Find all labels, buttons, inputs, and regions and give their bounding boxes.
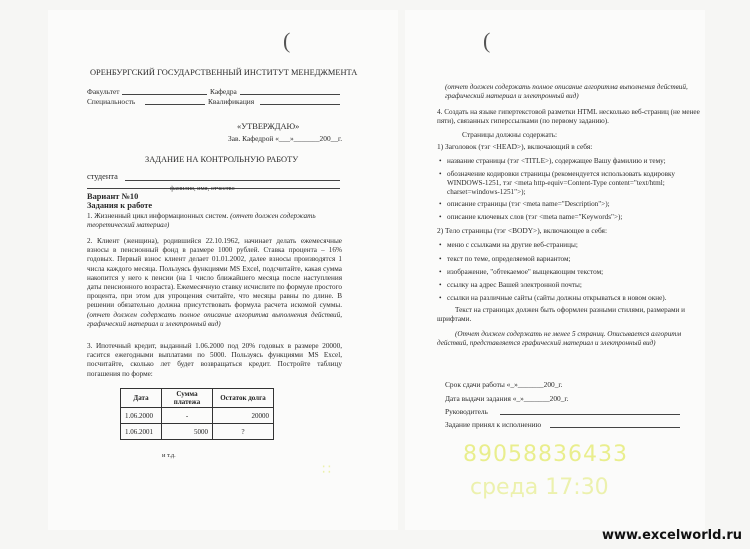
table-cell: 1.06.2001 [121,424,162,440]
loan-repayment-table [120,388,274,440]
specialty-label: Специальность [87,97,136,106]
text-style-note: Текст на страницах должен быть оформлен разными стилями, размерами и шрифтами. [437,306,685,324]
assignment-title: ЗАДАНИЕ НА КОНТРОЛЬНУЮ РАБОТУ [145,155,299,164]
department-label: Кафедра [210,87,237,96]
name-caption: фамилия, имя, отчество [170,185,235,192]
list-item: • меню с ссылками на другие веб-страницы; [447,241,702,250]
list-item: • ссылки на различные сайты (сайты должны открываться в новом окне). [447,294,702,303]
table-footer-etc: и т.д. [162,452,176,459]
pages-must-contain: Страницы должны содержать: [462,130,558,139]
faculty-line [122,94,207,95]
list-item: • обозначение кодировки страницы (рекомендуется использовать кодировку WINDOWS-1251, тэг <meta http-equiv=Content-Type content="text/html; charset=windows-1251">); [447,170,702,198]
approve-heading: «УТВЕРЖДАЮ» [237,122,300,131]
issue-date-line: Дата выдачи задания «_»_______200_г. [445,394,569,403]
student-line [125,180,340,181]
tasks-header: Задания к работе [87,201,153,210]
variant-number: Вариант №10 [87,192,139,201]
institute-title: ОРЕНБУРГСКИЙ ГОСУДАРСТВЕННЫЙ ИНСТИТУТ МЕНЕДЖМЕНТА [90,68,358,77]
handwritten-day-time: среда 17:30 [470,475,609,500]
department-line [240,94,340,95]
table-header-date: Дата [121,389,162,408]
task-2: 2. Клиент (женщина), родившийся 22.10.1962, начинает делать ежемесячные взносы в пенсионный фонд в размере 1000 рублей. Ставка процента – 16% годовых. Первый взнос клиент делает 01.01.2002, далее взносы производятся 1 числа каждого месяца. Пользуясь функциями MS Excel, подсчитайте, какая сумма накопится у него к пенсии (на 1 число ближайшего месяца после наступления даты пенсионного возраста). Ежемесячную ставку исчислите по формуле простого процента, при этом для упрощения считайте, что месяцы равны по длине. В решении обязательно должна присутствовать формула расчета искомой суммы. (отчет должен содержать полное описание алгоритма выполнения действий, графический материал и электронный вид) [87,237,342,328]
list-item: • изображение, "обтекаемое" выщекающим текстом; [447,268,702,277]
handwritten-mark: ∷ [322,462,331,478]
list-item: • ссылку на адрес Вашей электронной почты; [447,281,702,290]
task-1: 1. Жизненный цикл информационных систем. (отчет должен содержать теоретический материал) [87,212,316,230]
task-4: 4. Создать на языке гипертекстовой разметки HTML несколько веб-страниц (не менее пяти), связанных гиперссылками (по первому заданию). [437,108,700,126]
table-cell: 20000 [213,408,274,424]
right-top-note: (отчет должен содержать полное описание алгоритма выполнения действий, графический материал и электронный вид) [445,83,688,101]
body-section-item: 2) Тело страницы (тэг <BODY>), включающее в себя: [437,226,608,235]
qualification-label: Квалификация [208,97,255,106]
accepted-line [550,427,680,428]
faculty-label: Факультет [87,87,120,96]
supervisor-line [500,414,680,415]
specialty-line [145,104,205,105]
handwritten-phone-number: 89058836433 [463,442,628,467]
binding-hole-mark: ( [483,28,491,53]
head-signature-line: Зав. Кафедрой «___»_______200__г. [228,134,343,143]
table-header-row [121,389,274,408]
table-row [121,408,274,424]
head-section-item: 1) Заголовок (тэг <HEAD>), включающий в себя: [437,142,593,151]
report-note: (Отчет должен содержать не менее 5 страниц. Описывается алгоритм действий, представляется графический материал и электронный вид) [437,330,682,348]
list-item: • описание страницы (тэг <meta name="Description">); [447,200,702,209]
supervisor-label: Руководитель [445,407,488,416]
list-item: • текст по теме, определяемой вариантом; [447,255,702,264]
table-row [121,424,274,440]
table-cell: 5000 [162,424,213,440]
table-header-payment: Сумма платежа [162,389,213,408]
table-cell: 1.06.2000 [121,408,162,424]
table-cell: - [162,408,213,424]
site-watermark: www.excelworld.ru [601,528,742,543]
table-cell: ? [213,424,274,440]
accepted-label: Задание принял к исполнению [445,420,542,429]
qualification-line [260,104,340,105]
student-label: студента [87,172,118,181]
task-3: 3. Ипотечный кредит, выданный 1.06.2000 под 20% годовых в размере 20000, гасится ежегодными выплатами по 5000. Пользуясь функциями MS Excel, посчитайте, сколько лет будет возвращаться кредит. Постройте таблицу погашения по форме: [87,342,342,378]
deadline-line: Срок сдачи работы «_»_______200_г. [445,380,563,389]
list-item: • описание ключевых слов (тэг <meta name="Keywords">); [447,213,702,222]
table-header-balance: Остаток долга [213,389,274,408]
binding-hole-mark: ( [283,28,291,53]
list-item: • название страницы (тэг <TITLE>), содержащее Вашу фамилию и тему; [447,157,702,166]
